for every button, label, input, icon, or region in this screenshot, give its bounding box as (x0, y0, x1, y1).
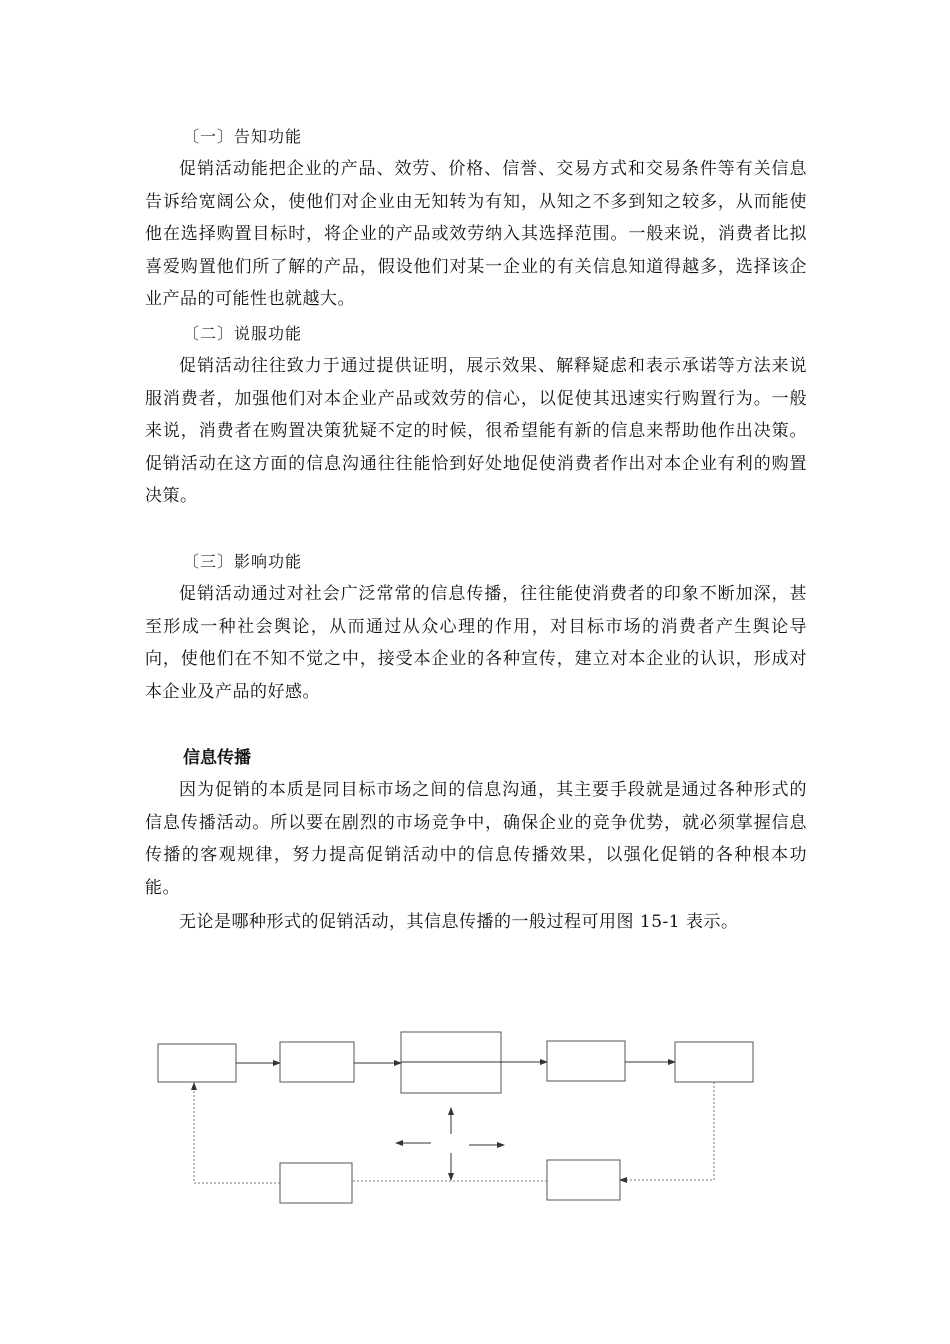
diagram-box-3 (401, 1032, 501, 1093)
section-heading-inform: 〔一〕告知功能 (183, 127, 303, 146)
diagram-box-6 (280, 1163, 352, 1203)
paragraph-info-spread-2: 无论是哪种形式的促销活动，其信息传播的一般过程可用图 15-1 表示。 (179, 912, 739, 932)
paragraph-influence: 促销活动通过对社会广泛常常的信息传播，往往能使消费者的印象不断加深，甚至形成一种社会舆论，从而通过从众心理的作用，对目标市场的消费者产生舆论导向，使他们在不知不觉之中，接受本企业的各种宣传，建立对本企业的认识，形成对本企业及产品的好感。 (145, 584, 807, 702)
diagram-feedback-left (194, 1083, 280, 1183)
paragraph-inform: 促销活动能把企业的产品、效劳、价格、信誉、交易方式和交易条件等有关信息告诉给宽阔公众，使他们对企业由无知转为有知，从知之不多到知之较多，从而能使他在选择购置目标时，将企业的产品或效劳纳入其选择范围。一般来说，消费者比拟喜爱购置他们所了解的产品，假设他们对某一企业的有关信息知道得越多，选择该企业产品的可能性也就越大。 (145, 159, 807, 310)
diagram-box-2 (280, 1042, 354, 1082)
diagram-feedback-right (620, 1082, 714, 1180)
diagram-box-1 (158, 1044, 236, 1082)
paragraph-info-spread-1: 因为促销的本质是同目标市场之间的信息沟通，其主要手段就是通过各种形式的信息传播活动。所以要在剧烈的市场竞争中，确保企业的竞争优势，就必须掌握信息传播的客观规律，努力提高促销活动中的信息传播效果，以强化促销的各种根本功能。 (145, 780, 807, 898)
diagram-box-7 (547, 1160, 620, 1200)
section-heading-influence: 〔三〕影响功能 (183, 552, 303, 571)
section-heading-persuade: 〔二〕说服功能 (183, 324, 303, 343)
paragraph-persuade: 促销活动往往致力于通过提供证明，展示效果、解释疑虑和表示承诺等方法来说服消费者，加强他们对本企业产品或效劳的信心，以促使其迅速实行购置行为。一般来说，消费者在购置决策犹疑不定的时候，很希望能有新的信息来帮助他作出决策。促销活动在这方面的信息沟通往往能恰到好处地促使消费者作出对本企业有利的购置决策。 (145, 356, 807, 507)
diagram-box-4 (547, 1041, 625, 1081)
diagram-box-5 (675, 1042, 753, 1082)
section-heading-info-spread: 信息传播 (183, 748, 251, 768)
